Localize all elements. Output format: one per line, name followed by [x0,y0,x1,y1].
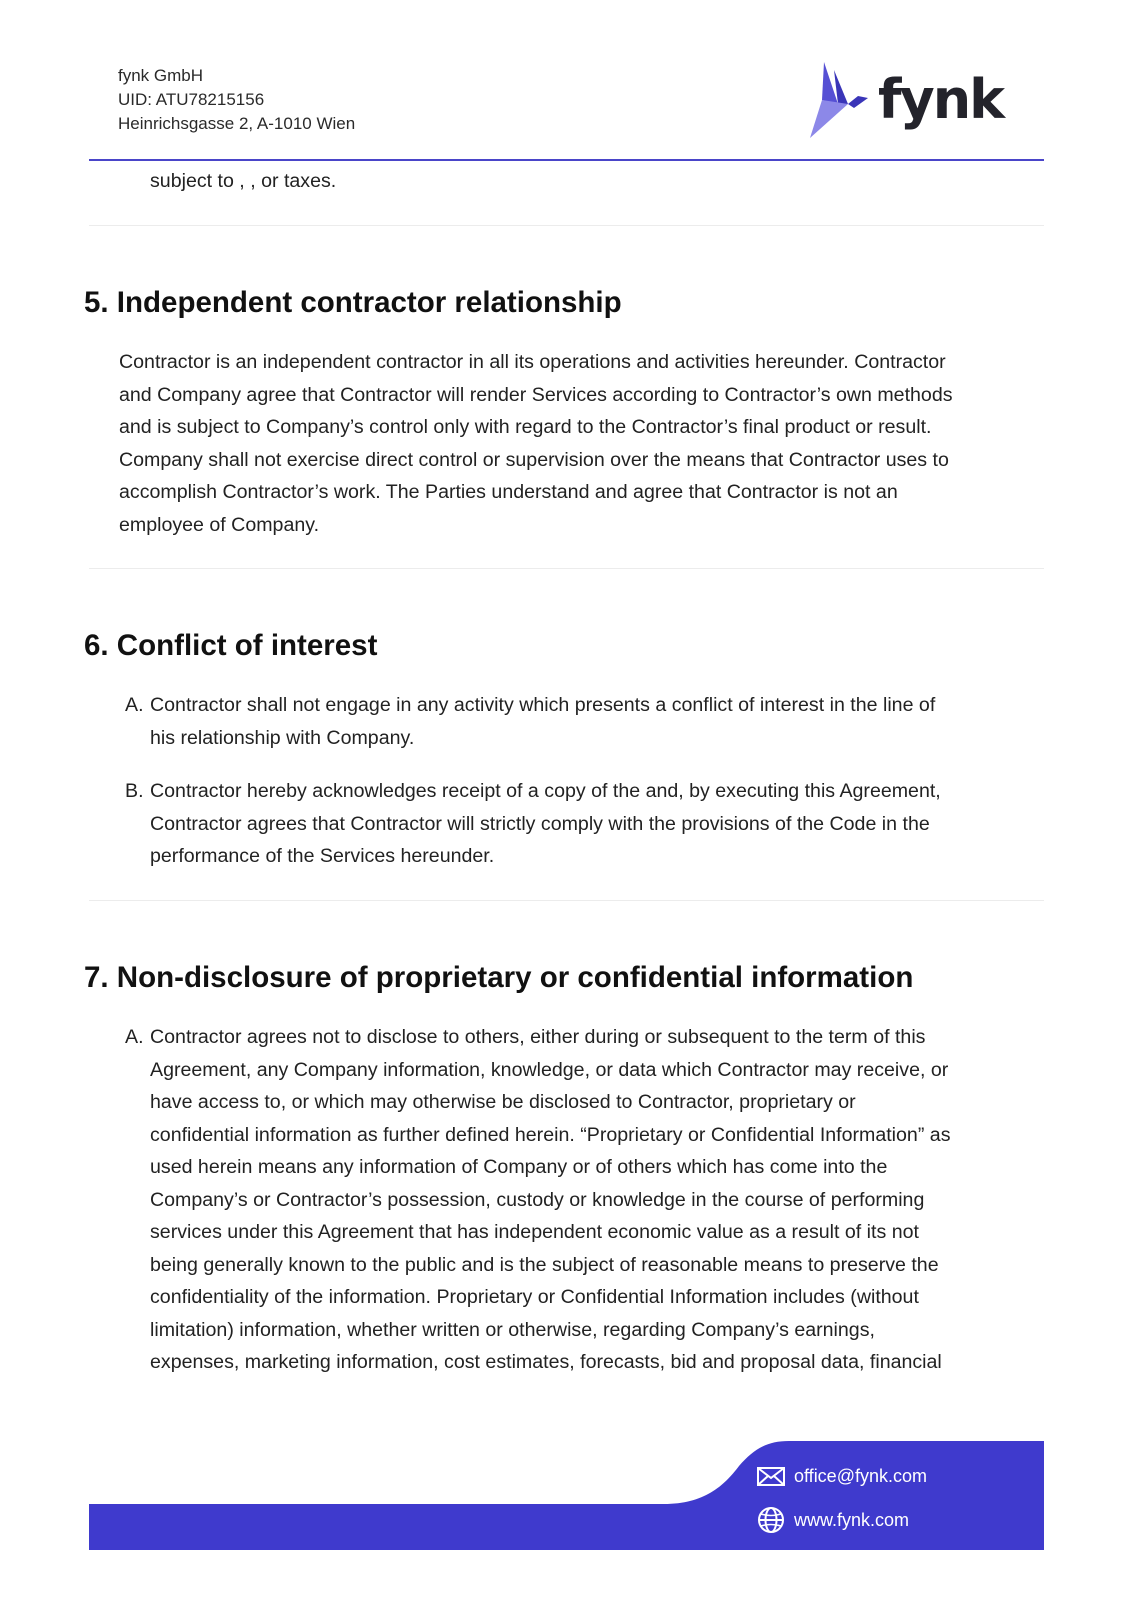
list-item [125,689,935,754]
item-line: Contractor shall not engage in any activity which presents a conflict of interest in the line of [150,694,936,716]
section-title: 6. Conflict of interest [84,629,378,662]
carryover-text: subject to , , or taxes. [150,170,337,192]
item-line: services under this Agreement that has independent economic value as a result of its not [150,1221,919,1243]
footer-email[interactable] [756,1461,927,1491]
website-link[interactable]: www.fynk.com [794,1509,910,1530]
section-title: 7. Non-disclosure of proprietary or confidential information [84,961,914,994]
paragraph-line: employee of Company. [119,513,320,536]
item-line: Company’s or Contractor’s possession, custody or knowledge in the course of performing [150,1188,925,1211]
item-line: Contractor agrees that Contractor will strictly comply with the provisions of the Code in the [150,812,930,835]
globe-icon [756,1505,786,1535]
company-name: fynk GmbH [118,66,204,85]
bird-logo-icon [808,60,874,140]
paragraph-line: Company shall not exercise direct control or supervision over the means that Contractor uses to [119,448,949,471]
logo-wordmark: fynk [878,68,1004,131]
item-line: his relationship with Company. [150,726,415,749]
item-line: expenses, marketing information, cost estimates, forecasts, bid and proposal data, financial [150,1351,942,1373]
item-line: Agreement, any Company information, knowledge, or data which Contractor may receive, or [150,1058,949,1081]
list-marker: A. [125,1026,144,1048]
list-item [125,1021,951,1379]
fynk-logo [808,60,1003,140]
paragraph-line: and is subject to Company’s control only with regard to the Contractor’s final product or result. [119,416,932,438]
section-title: 5. Independent contractor relationship [84,286,622,319]
list-item [125,775,941,873]
header-divider [89,159,1044,161]
footer-website[interactable] [756,1505,909,1535]
item-line: being generally known to the public and is the subject of reasonable means to preserve the [150,1253,939,1276]
item-line: confidential information as further defined herein. “Proprietary or Confidential Information” as [150,1123,951,1146]
item-line: performance of the Services hereunder. [150,845,495,867]
list-marker: B. [125,780,144,802]
company-uid: UID: ATU78215156 [118,90,265,109]
section-divider [89,225,1044,226]
company-address: Heinrichsgasse 2, A-1010 Wien [118,114,356,133]
item-line: confidentiality of the information. Proprietary or Confidential Information includes (without [150,1286,919,1308]
item-line: limitation) information, whether written or otherwise, regarding Company’s earnings, [150,1318,875,1341]
item-line: Contractor hereby acknowledges receipt of a copy of the and, by executing this Agreement, [150,780,941,802]
item-line: used herein means any information of Company or of others which has come into the [150,1156,888,1178]
item-line: Contractor agrees not to disclose to others, either during or subsequent to the term of this [150,1026,926,1048]
paragraph-line: Contractor is an independent contractor in all its operations and activities hereunder. Contractor [119,351,946,373]
email-link[interactable]: office@fynk.com [794,1465,927,1486]
item-line: have access to, or which may otherwise be disclosed to Contractor, proprietary or [150,1091,856,1113]
company-info [118,64,355,136]
section-divider [89,900,1044,901]
paragraph-line: and Company agree that Contractor will render Services according to Contractor’s own methods [119,383,953,406]
section-paragraph [119,346,953,541]
list-marker: A. [125,694,144,716]
envelope-icon [756,1461,786,1491]
paragraph-line: accomplish Contractor’s work. The Parties understand and agree that Contractor is not an [119,481,898,503]
section-divider [89,568,1044,569]
